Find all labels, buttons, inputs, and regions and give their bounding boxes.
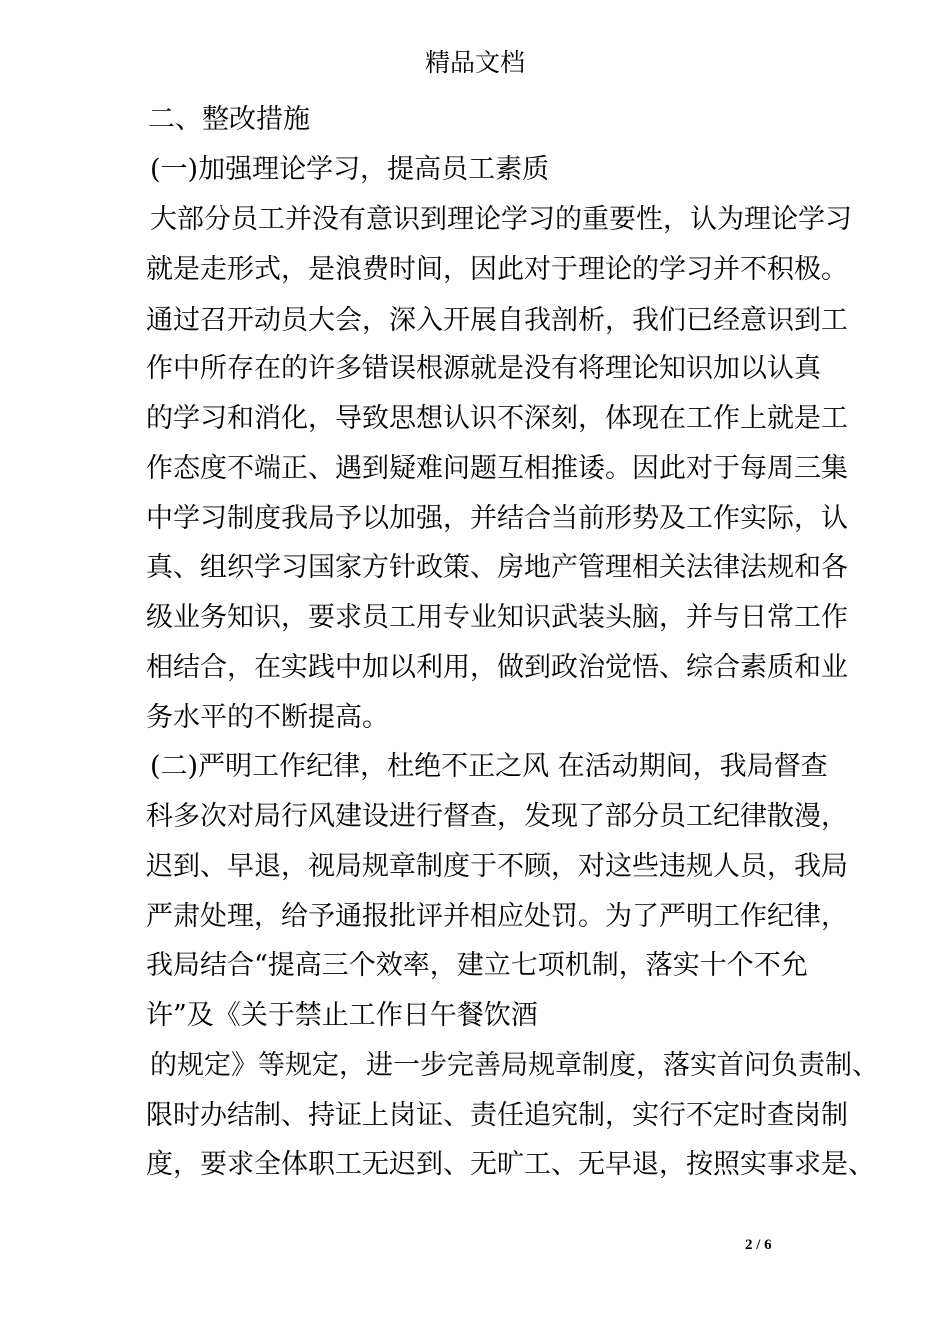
paragraph-line: 作态度不端正、遇到疑难问题互相推诿。因此对于每周三集 xyxy=(146,453,848,484)
paragraph-line: 中学习制度我局予以加强，并结合当前形势及工作实际，认 xyxy=(146,503,848,534)
paragraph-line: 的学习和消化，导致思想认识不深刻，体现在工作上就是工 xyxy=(146,403,848,434)
paragraph-line: 严肃处理，给予通报批评并相应处罚。为了严明工作纪律， xyxy=(146,901,848,932)
paragraph-line: 许”及《关于禁止工作日午餐饮酒 xyxy=(146,1000,538,1031)
paragraph-line: 度，要求全体职工无迟到、无旷工、无早退，按照实事求是、 xyxy=(146,1149,875,1180)
paragraph-line: 大部分员工并没有意识到理论学习的重要性，认为理论学习 xyxy=(150,204,852,235)
paragraph-line: 的规定》等规定，进一步完善局规章制度，落实首问负责制、 xyxy=(150,1050,879,1081)
subsection-heading-2: (二)严明工作纪律，杜绝不正之风 在活动期间，我局督查 xyxy=(150,751,828,782)
paragraph-line: 限时办结制、持证上岗证、责任追究制，实行不定时查岗制 xyxy=(146,1100,848,1131)
paragraph-line: 作中所存在的许多错误根源就是没有将理论知识加以认真 xyxy=(146,353,821,384)
section-heading: 二、整改措施 xyxy=(148,104,310,135)
paragraph-line: 迟到、早退，视局规章制度于不顾，对这些违规人员，我局 xyxy=(146,851,848,882)
paragraph-line: 通过召开动员大会，深入开展自我剖析，我们已经意识到工 xyxy=(146,305,848,336)
page-number: 2 / 6 xyxy=(745,1237,772,1253)
page-header-title: 精品文档 xyxy=(424,48,525,77)
paragraph-line: 相结合，在实践中加以利用，做到政治觉悟、综合素质和业 xyxy=(146,652,848,683)
paragraph-line: 就是走形式，是浪费时间，因此对于理论的学习并不积极。 xyxy=(146,254,848,285)
paragraph-line: 级业务知识，要求员工用专业知识武装头脑，并与日常工作 xyxy=(146,602,848,633)
subsection-heading-1: (一)加强理论学习，提高员工素质 xyxy=(150,154,550,185)
paragraph-line: 我局结合“提高三个效率，建立七项机制，落实十个不允 xyxy=(146,950,808,981)
paragraph-line: 真、组织学习国家方针政策、房地产管理相关法律法规和各 xyxy=(146,552,848,583)
paragraph-line: 科多次对局行风建设进行督查，发现了部分员工纪律散漫， xyxy=(146,801,848,832)
paragraph-line: 务水平的不断提高。 xyxy=(146,702,389,733)
